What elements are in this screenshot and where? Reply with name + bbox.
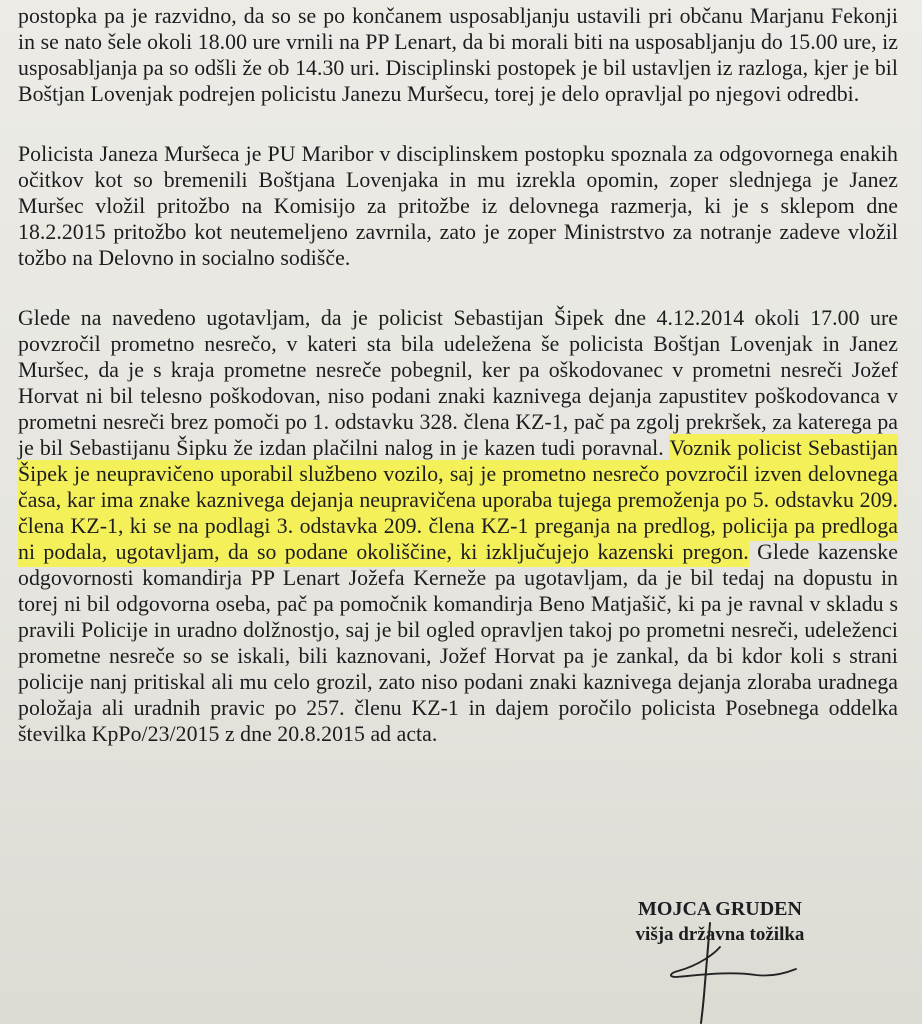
paragraph-1 [18,3,898,107]
handwritten-signature [660,915,800,1024]
signatory-name: MOJCA GRUDEN [638,898,802,920]
paragraph-3 [18,305,898,747]
paragraph-1-text: postopka pa je razvidno, da so se po končanem usposabljanju ustavili pri občanu Marjanu Fekonji in se nato šele okoli 18.00 ure vrnili na PP Lenart, da bi morali biti na usposabljanju do 15.00 ure, iz usposabljanja pa so odšli že ob 14.30 uri. Disciplinski postopek je bil ustavljen iz razloga, kjer je bil Boštjan Lovenjak podrejen policistu Janezu Muršecu, torej je delo opravljal po njegovi odredbi. [18,4,898,106]
paragraph-3-text-end: Glede kazenske odgovornosti komandirja PP Lenart Jožefa Kerneže pa ugotavljam, da je bil tedaj na dopustu in torej ni bil odgovorna oseba, pač pa pomočnik komandirja Beno Matjašič, ki pa je ravnal v skladu s pravili Policije in uradno dolžnostjo, saj je bil ogled opravljen takoj po prometni nesreči, udeleženci prometne nesreče so se iskali, bili kaznovani, Jožef Horvat pa je zankal, da bi kdor koli s strani policije nanj pritiskal ali mu celo grozil, zato niso podani znaki kaznivega dejanja zloraba uradnega položaja ali uradnih pravic po 257. členu KZ-1 in dajem poročilo policista Posebnega oddelka številka KpPo/23/2015 z dne 20.8.2015 ad acta. [18,540,898,746]
highlighted-passage: Voznik policist Sebastijan Šipek je neupravičeno uporabil službeno vozilo, saj je prometno nesrečo povzročil izven delovnega časa, kar ima znake kaznivega dejanja neupravičena uporaba tujega premoženja po 5. odstavku 209. člena KZ-1, ki se na podlagi 3. odstavka 209. člena KZ-1 preganja na predlog, policija pa predloga ni podala, ugotavljam, da so podane okoliščine, ki izključujejo kazenski pregon. [18,436,898,564]
paragraph-2 [18,141,898,271]
paragraph-2-text: Policista Janeza Muršeca je PU Maribor v disciplinskem postopku spoznala za odgovornega enakih očitkov kot so bremenili Boštjana Lovenjaka in mu izrekla opomin, zoper slednjega je Janez Muršec vložil pritožbo na Komisijo za pritožbe iz delovnega razmerja, ki je s sklepom dne 18.2.2015 pritožbo kot neutemeljeno zavrnila, zato je zoper Ministrstvo za notranje zadeve vložil tožbo na Delovno in socialno sodišče. [18,142,898,270]
paragraph-3-text-start: Glede na navedeno ugotavljam, da je policist Sebastijan Šipek dne 4.12.2014 okoli 17.00 ure povzročil prometno nesrečo, v kateri sta bila udeležena še policista Boštjan Lovenjak in Janez Muršec, da je s kraja prometne nesreče pobegnil, ker pa oškodovanec v prometni nesreči Jožef Horvat ni bil telesno poškodovan, niso podani znaki kaznivega dejanja zapustitev poškodovanca v prometni nesreči brez pomoči po 1. odstavku 328. člena KZ-1, pač pa zgolj prekršek, za katerega pa je bil Sebastijanu Šipku že izdan plačilni nalog in je kazen tudi poravnal. [18,306,898,460]
signatory-title: višja državna tožilka [635,924,805,945]
document-body [18,3,898,781]
